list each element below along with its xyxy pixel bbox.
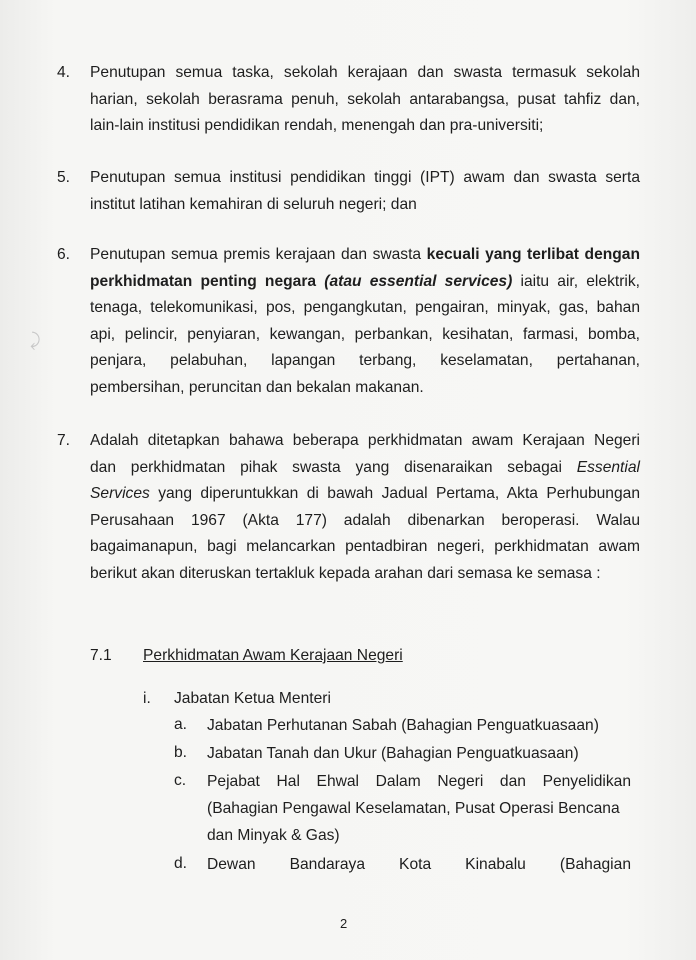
item-7-line-2-plain: dan perkhidmatan pihak swasta yang disenaraikan sebagai xyxy=(90,458,577,476)
margin-mark: ⤸ xyxy=(30,330,41,350)
item-6-line-3: tenaga, telekomunikasi, pos, pengangkutan, pengairan, minyak, gas, bahan xyxy=(90,299,640,316)
section-number: 7.1 xyxy=(90,647,112,664)
item-7-line-6: berikut akan diteruskan tertakluk kepada arahan dari semasa ke semasa : xyxy=(90,564,601,582)
item-7-line-4: Perusahaan 1967 (Akta 177) adalah dibenarkan beroperasi. Walau xyxy=(90,511,640,529)
item-6-line-5: penjara, pelabuhan, lapangan terbang, keselamatan, pertahanan, xyxy=(90,352,640,369)
item-4-line-2: harian, sekolah berasrama penuh, sekolah antarabangsa, pusat tahfiz dan, xyxy=(90,90,640,108)
item-7-number: 7. xyxy=(57,432,71,449)
item-5-text xyxy=(90,165,640,218)
item-6-line-1 xyxy=(90,242,640,269)
item-7-text xyxy=(90,428,640,587)
sub-item-b-text: Jabatan Tanah dan Ukur (Bahagian Penguatkuasaan) xyxy=(207,745,579,762)
item-6-number: 6. xyxy=(57,246,71,263)
sub-item-a-letter: a. xyxy=(174,716,188,733)
item-7-line-5: bagaimanapun, bagi melancarkan pentadbiran negeri, perkhidmatan awam xyxy=(90,538,640,555)
section-title: Perkhidmatan Awam Kerajaan Negeri xyxy=(143,647,403,664)
item-7-line-2-italic: Essential xyxy=(576,458,640,476)
sub-item-d-letter: d. xyxy=(174,855,188,872)
item-4-number: 4. xyxy=(57,64,71,81)
item-5-line-1: Penutupan semua institusi pendidikan tinggi (IPT) awam dan swasta serta xyxy=(90,169,640,186)
sub-item-c-line-3: dan Minyak & Gas) xyxy=(207,827,340,844)
sub-item-d-line-1: Dewan Bandaraya Kota Kinabalu (Bahagian xyxy=(207,856,631,873)
item-7-line-3-italic: Services xyxy=(90,485,150,502)
item-6-text xyxy=(90,242,640,401)
sub-item-c-text xyxy=(207,768,631,849)
sub-item-c-line-2: (Bahagian Pengawal Keselamatan, Pusat Operasi Bencana xyxy=(207,800,620,817)
item-5-line-2: institut latihan kemahiran di seluruh negeri; dan xyxy=(90,195,417,213)
item-6-line-6: pembersihan, peruncitan dan bekalan makanan. xyxy=(90,378,424,396)
item-6-line-1-plain: Penutupan semua premis kerajaan dan swasta xyxy=(90,246,427,263)
sub-item-c-letter: c. xyxy=(174,772,187,789)
item-7-line-1: Adalah ditetapkan bahawa beberapa perkhidmatan awam Kerajaan Negeri xyxy=(90,432,640,449)
item-6-line-2-bold-italic: (atau essential services) xyxy=(324,272,513,290)
roman-item-text: Jabatan Ketua Menteri xyxy=(174,690,331,707)
page-number: 2 xyxy=(340,916,348,931)
item-6-line-2-bold: perkhidmatan penting negara xyxy=(90,272,325,290)
sub-item-a-text: Jabatan Perhutanan Sabah (Bahagian Penguatkuasaan) xyxy=(207,717,599,734)
item-6-line-4: api, pelincir, penyiaran, kewangan, perbankan, kesihatan, farmasi, bomba, xyxy=(90,325,640,343)
sub-item-c-line-1: Pejabat Hal Ehwal Dalam Negeri dan Penyelidikan xyxy=(207,773,631,790)
roman-numeral: i. xyxy=(143,690,151,707)
item-5-number: 5. xyxy=(57,169,71,186)
item-4-text xyxy=(90,60,640,140)
item-4-line-3: lain-lain institusi pendidikan rendah, menengah dan pra-universiti; xyxy=(90,117,544,134)
item-6-line-2 xyxy=(90,269,640,296)
item-7-line-3-plain: yang diperuntukkan di bawah Jadual Pertama, Akta Perhubungan xyxy=(149,485,640,502)
item-7-line-3 xyxy=(90,481,640,508)
sub-item-d-text xyxy=(207,851,631,878)
item-6-line-1-bold: kecuali yang terlibat dengan xyxy=(426,246,640,263)
item-4-line-1: Penutupan semua taska, sekolah kerajaan dan swasta termasuk sekolah xyxy=(90,64,640,81)
item-6-line-2-plain: iaitu air, elektrik, xyxy=(512,272,640,290)
sub-item-b-letter: b. xyxy=(174,744,188,761)
item-7-line-2 xyxy=(90,455,640,482)
